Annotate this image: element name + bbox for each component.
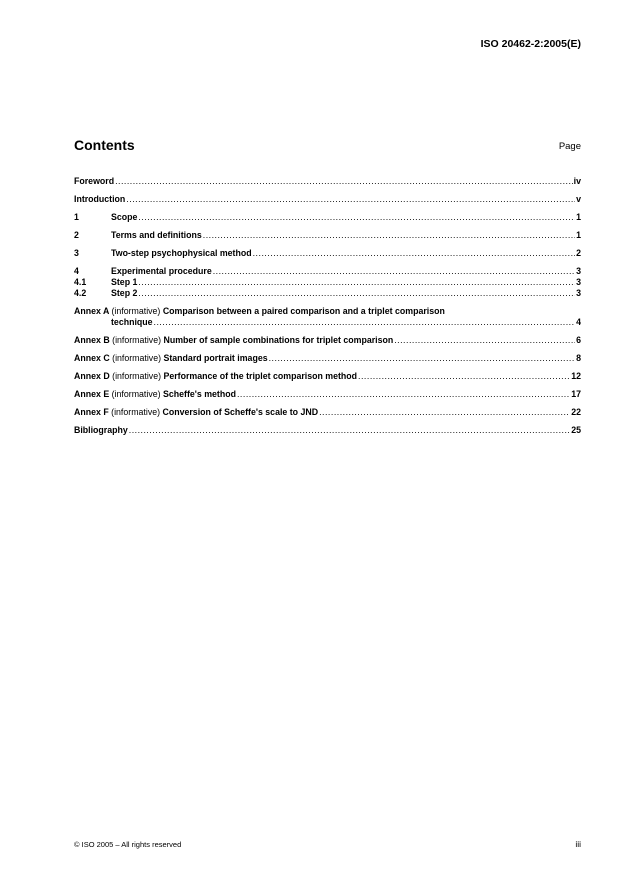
toc-leader bbox=[138, 277, 575, 288]
toc-page: 3 bbox=[576, 288, 581, 298]
toc-leader bbox=[129, 425, 570, 436]
toc-informative-label: (informative) bbox=[111, 407, 161, 417]
toc-number: 4 bbox=[74, 266, 79, 276]
toc-page: 4 bbox=[576, 317, 581, 327]
contents-title: Contents bbox=[74, 137, 135, 153]
toc-leader bbox=[138, 212, 575, 223]
toc-leader bbox=[213, 266, 575, 277]
toc-title: Standard portrait images bbox=[163, 353, 268, 363]
document-id: ISO 20462-2:2005(E) bbox=[480, 38, 581, 50]
page-column-label: Page bbox=[558, 141, 581, 152]
toc-leader bbox=[126, 194, 575, 205]
toc-title: Scheffe's method bbox=[163, 389, 236, 399]
toc-entry-two-step[interactable] bbox=[74, 248, 581, 259]
toc-page: v bbox=[576, 194, 581, 204]
copyright-notice: © ISO 2005 – All rights reserved bbox=[74, 840, 182, 849]
toc-informative-label: (informative) bbox=[112, 335, 162, 345]
toc-entry-scope[interactable] bbox=[74, 212, 581, 223]
toc-leader bbox=[253, 248, 575, 259]
toc-title: Comparison between a paired comparison and a triplet comparison bbox=[162, 306, 445, 316]
toc-title: Experimental procedure bbox=[111, 266, 212, 276]
toc-informative-label: (informative) bbox=[112, 353, 162, 363]
toc-title: Conversion of Scheffe's scale to JND bbox=[162, 407, 319, 417]
toc-leader bbox=[154, 317, 576, 328]
toc-page: 17 bbox=[571, 389, 581, 399]
toc-leader bbox=[394, 335, 575, 346]
toc-entry-annex-e[interactable] bbox=[74, 389, 581, 400]
toc-title: Foreword bbox=[74, 176, 115, 186]
toc-title: Terms and definitions bbox=[111, 230, 202, 240]
toc-page: 12 bbox=[571, 371, 581, 381]
toc-entry-annex-a[interactable] bbox=[74, 306, 581, 317]
toc-page: 8 bbox=[576, 353, 581, 363]
toc-number: 4.1 bbox=[74, 277, 87, 287]
toc-entry-step-2[interactable] bbox=[74, 288, 581, 299]
toc-title: Step 2 bbox=[111, 288, 138, 298]
toc-title: Scope bbox=[111, 212, 138, 222]
toc-entry-foreword[interactable] bbox=[74, 176, 581, 187]
toc-leader bbox=[203, 230, 575, 241]
toc-informative-label: (informative) bbox=[111, 306, 161, 316]
toc-page: 3 bbox=[576, 277, 581, 287]
toc-entry-introduction[interactable] bbox=[74, 194, 581, 205]
toc-leader bbox=[269, 353, 575, 364]
toc-page: 3 bbox=[576, 266, 581, 276]
toc-annex-prefix: Annex D bbox=[74, 371, 110, 381]
toc-annex-prefix: Annex B bbox=[74, 335, 110, 345]
page-number: iii bbox=[575, 839, 581, 849]
toc-title: Bibliography bbox=[74, 425, 128, 435]
toc-annex-prefix: Annex E bbox=[74, 389, 110, 399]
toc-title: Performance of the triplet comparison method bbox=[163, 371, 358, 381]
toc-number: 4.2 bbox=[74, 288, 87, 298]
toc-page: 1 bbox=[576, 212, 581, 222]
toc-page: 22 bbox=[571, 407, 581, 417]
toc-entry-experimental[interactable] bbox=[74, 266, 581, 277]
toc-entry-annex-b[interactable] bbox=[74, 335, 581, 346]
toc-entry-annex-c[interactable] bbox=[74, 353, 581, 364]
toc-informative-label: (informative) bbox=[112, 371, 162, 381]
toc-title: Step 1 bbox=[111, 277, 138, 287]
toc-entry-annex-f[interactable] bbox=[74, 407, 581, 418]
toc-entry-terms[interactable] bbox=[74, 230, 581, 241]
toc-title: Introduction bbox=[74, 194, 126, 204]
table-of-contents bbox=[74, 176, 581, 436]
toc-entry-step-1[interactable] bbox=[74, 277, 581, 288]
toc-entry-annex-d[interactable] bbox=[74, 371, 581, 382]
toc-annex-prefix: Annex A bbox=[74, 306, 110, 316]
toc-page: 1 bbox=[576, 230, 581, 240]
toc-annex-prefix: Annex F bbox=[74, 407, 109, 417]
toc-number: 3 bbox=[74, 248, 79, 258]
toc-title-continuation: technique bbox=[111, 317, 153, 327]
toc-leader bbox=[319, 407, 570, 418]
toc-annex-prefix: Annex C bbox=[74, 353, 110, 363]
toc-number: 1 bbox=[74, 212, 79, 222]
toc-entry-annex-a-cont[interactable] bbox=[74, 317, 581, 328]
toc-number: 2 bbox=[74, 230, 79, 240]
toc-leader bbox=[115, 176, 573, 187]
toc-title: Two-step psychophysical method bbox=[111, 248, 252, 258]
toc-leader bbox=[358, 371, 570, 382]
toc-entry-bibliography[interactable] bbox=[74, 425, 581, 436]
toc-leader bbox=[138, 288, 575, 299]
toc-informative-label: (informative) bbox=[111, 389, 161, 399]
toc-page: 2 bbox=[576, 248, 581, 258]
toc-page: 6 bbox=[576, 335, 581, 345]
toc-title: Number of sample combinations for triplet comparison bbox=[163, 335, 394, 345]
toc-leader bbox=[237, 389, 570, 400]
toc-page: 25 bbox=[571, 425, 581, 435]
toc-page: iv bbox=[573, 176, 581, 186]
